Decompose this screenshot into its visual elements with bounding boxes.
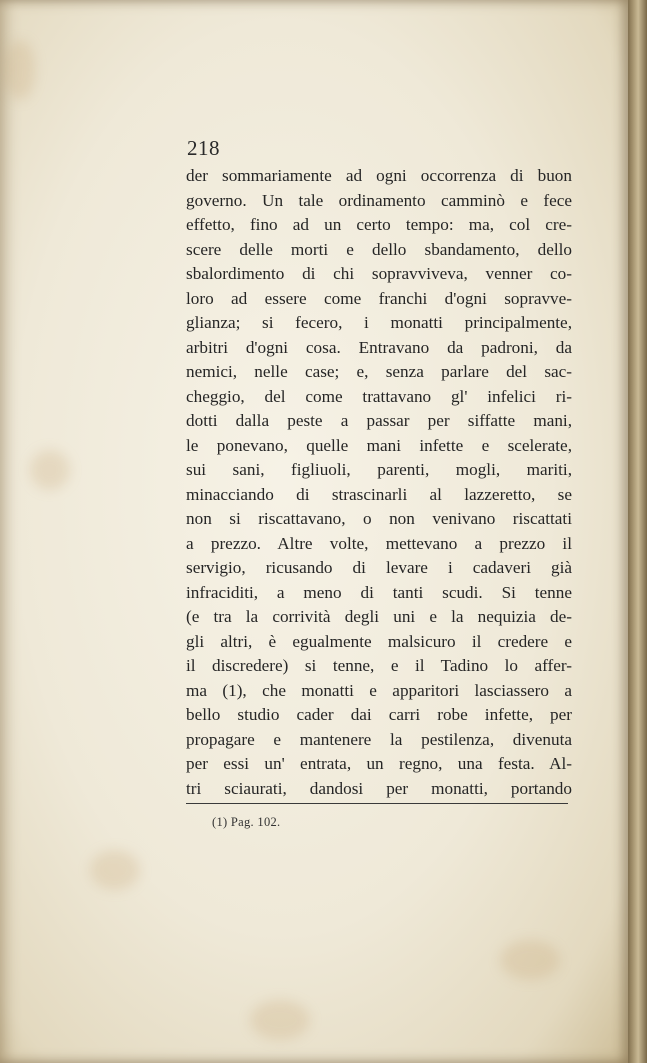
- text-line: cheggio, del come trattavano gl' infelici ri-: [186, 386, 572, 406]
- text-line: ma (1), che monatti e apparitori lasciassero a: [186, 680, 572, 700]
- text-line: non si riscattavano, o non venivano riscattati: [186, 509, 572, 528]
- footnote-rule: [186, 803, 568, 804]
- text-line: nemici, nelle case; e, senza parlare del sac-: [186, 362, 572, 381]
- text-line: arbitri d'ogni cosa. Entravano da padroni, da: [186, 337, 572, 357]
- page-stain: [500, 940, 560, 980]
- body-text: [186, 164, 572, 801]
- text-line: glianza; si fecero, i monatti principalmente,: [186, 313, 572, 332]
- page-stain: [5, 40, 35, 100]
- text-line: gli altri, è egualmente malsicuro il credere e: [186, 631, 572, 651]
- text-line: servigio, ricusando di levare i cadaveri già: [186, 558, 572, 577]
- text-line: effetto, fino ad un certo tempo: ma, col cre-: [186, 215, 572, 234]
- text-line: il discredere) si tenne, e il Tadino lo affer-: [186, 656, 572, 675]
- text-line: infraciditi, a meno di tanti scudi. Si tenne: [186, 582, 572, 602]
- text-line: sui sani, figliuoli, parenti, mogli, mariti,: [186, 460, 572, 479]
- text-line: tri sciaurati, dandosi per monatti, portando: [186, 778, 572, 798]
- text-line: bello studio cader dai carri robe infette, per: [186, 705, 572, 724]
- text-line: minacciando di strascinarli al lazzeretto, se: [186, 484, 572, 504]
- text-line: le ponevano, quelle mani infette e scelerate,: [186, 435, 572, 455]
- text-line: a prezzo. Altre volte, mettevano a prezzo il: [186, 533, 572, 553]
- text-line: sbalordimento di chi sopravviveva, venner co-: [186, 264, 572, 283]
- text-line: propagare e mantenere la pestilenza, divenuta: [186, 729, 572, 749]
- text-line: der sommariamente ad ogni occorrenza di buon: [186, 166, 572, 185]
- text-line: (e tra la corrività degli uni e la nequizia de-: [186, 607, 572, 626]
- page-stain: [250, 1000, 310, 1040]
- text-line: dotti dalla peste a passar per siffatte mani,: [186, 411, 572, 430]
- text-line: scere delle morti e dello sbandamento, dello: [186, 239, 572, 259]
- page-number: 218: [187, 136, 220, 160]
- footnote: (1) Pag. 102.: [212, 815, 281, 829]
- text-line: loro ad essere come franchi d'ogni sopravve-: [186, 288, 572, 308]
- page-stain: [90, 850, 140, 890]
- text-line: per essi un' entrata, un regno, una festa. Al-: [186, 754, 572, 773]
- text-line: governo. Un tale ordinamento camminò e fece: [186, 190, 572, 210]
- page-stain: [30, 450, 70, 490]
- book-edge: [625, 0, 647, 1063]
